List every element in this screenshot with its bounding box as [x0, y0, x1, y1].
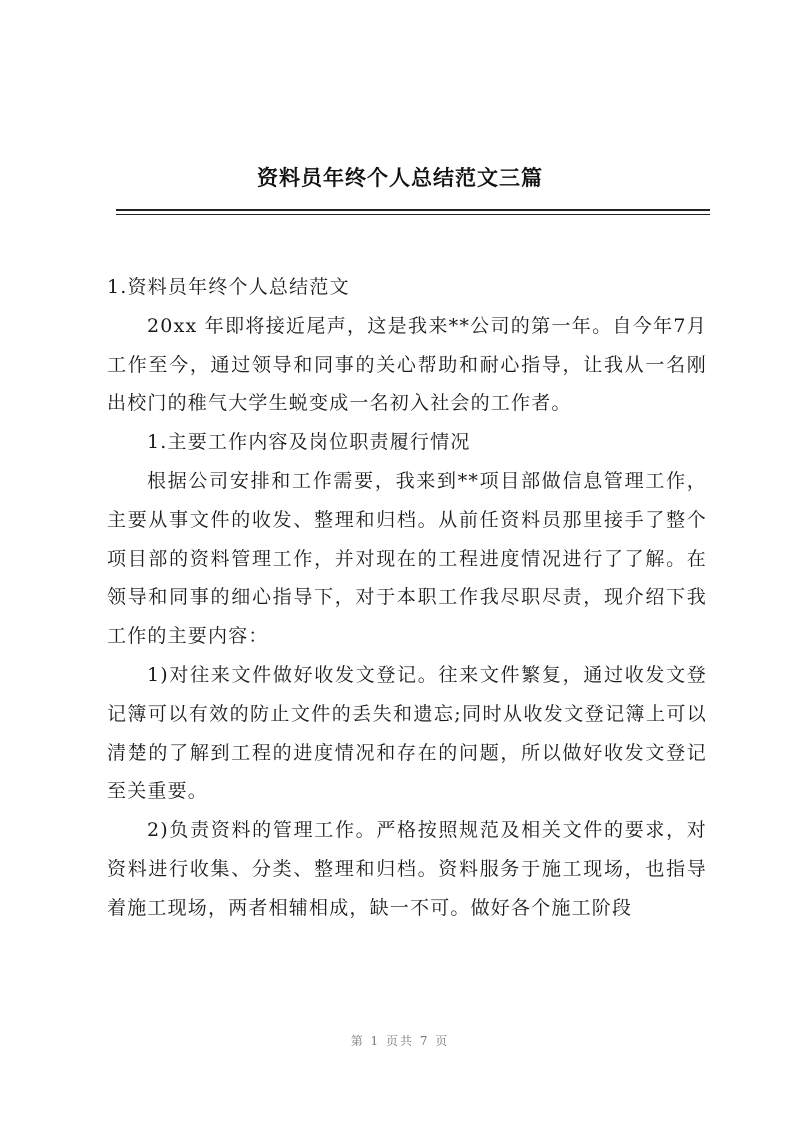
paragraph: 根据公司安排和工作需要，我来到**项目部做信息管理工作，主要从事文件的收发、整理和归档。从前任资料员那里接手了整个项目部的资料管理工作，并对现在的工程进度情况进行了了解。在领导和同事的细心指导下，对于本职工作我尽职尽责，现介绍下我工作的主要内容： [107, 469, 707, 648]
subsection-heading: 1.主要工作内容及岗位职责履行情况 [147, 431, 471, 454]
title-divider-thin [116, 214, 710, 215]
document-title: 资料员年终个人总结范文三篇 [257, 166, 543, 190]
section-heading: 1.资料员年终个人总结范文 [107, 276, 350, 298]
document-body [107, 268, 707, 928]
page-number: 第 1 页共 7 页 [350, 1034, 450, 1048]
paragraph: 2)负责资料的管理工作。严格按照规范及相关文件的要求，对资料进行收集、分类、整理和归档。资料服务于施工现场，也指导着施工现场，两者相辅相成，缺一不可。做好各个施工阶段 [107, 819, 707, 919]
title-divider [116, 209, 710, 211]
paragraph: 1)对往来文件做好收发文登记。往来文件繁复，通过收发文登记簿可以有效的防止文件的丢失和遗忘;同时从收发文登记簿上可以清楚的了解到工程的进度情况和存在的问题，所以做好收发文登记至关重要。 [107, 663, 707, 803]
paragraph: 20xx 年即将接近尾声，这是我来**公司的第一年。自今年7月工作至今，通过领导和同事的关心帮助和耐心指导，让我从一名刚出校门的稚气大学生蜕变成一名初入社会的工作者。 [107, 314, 707, 415]
